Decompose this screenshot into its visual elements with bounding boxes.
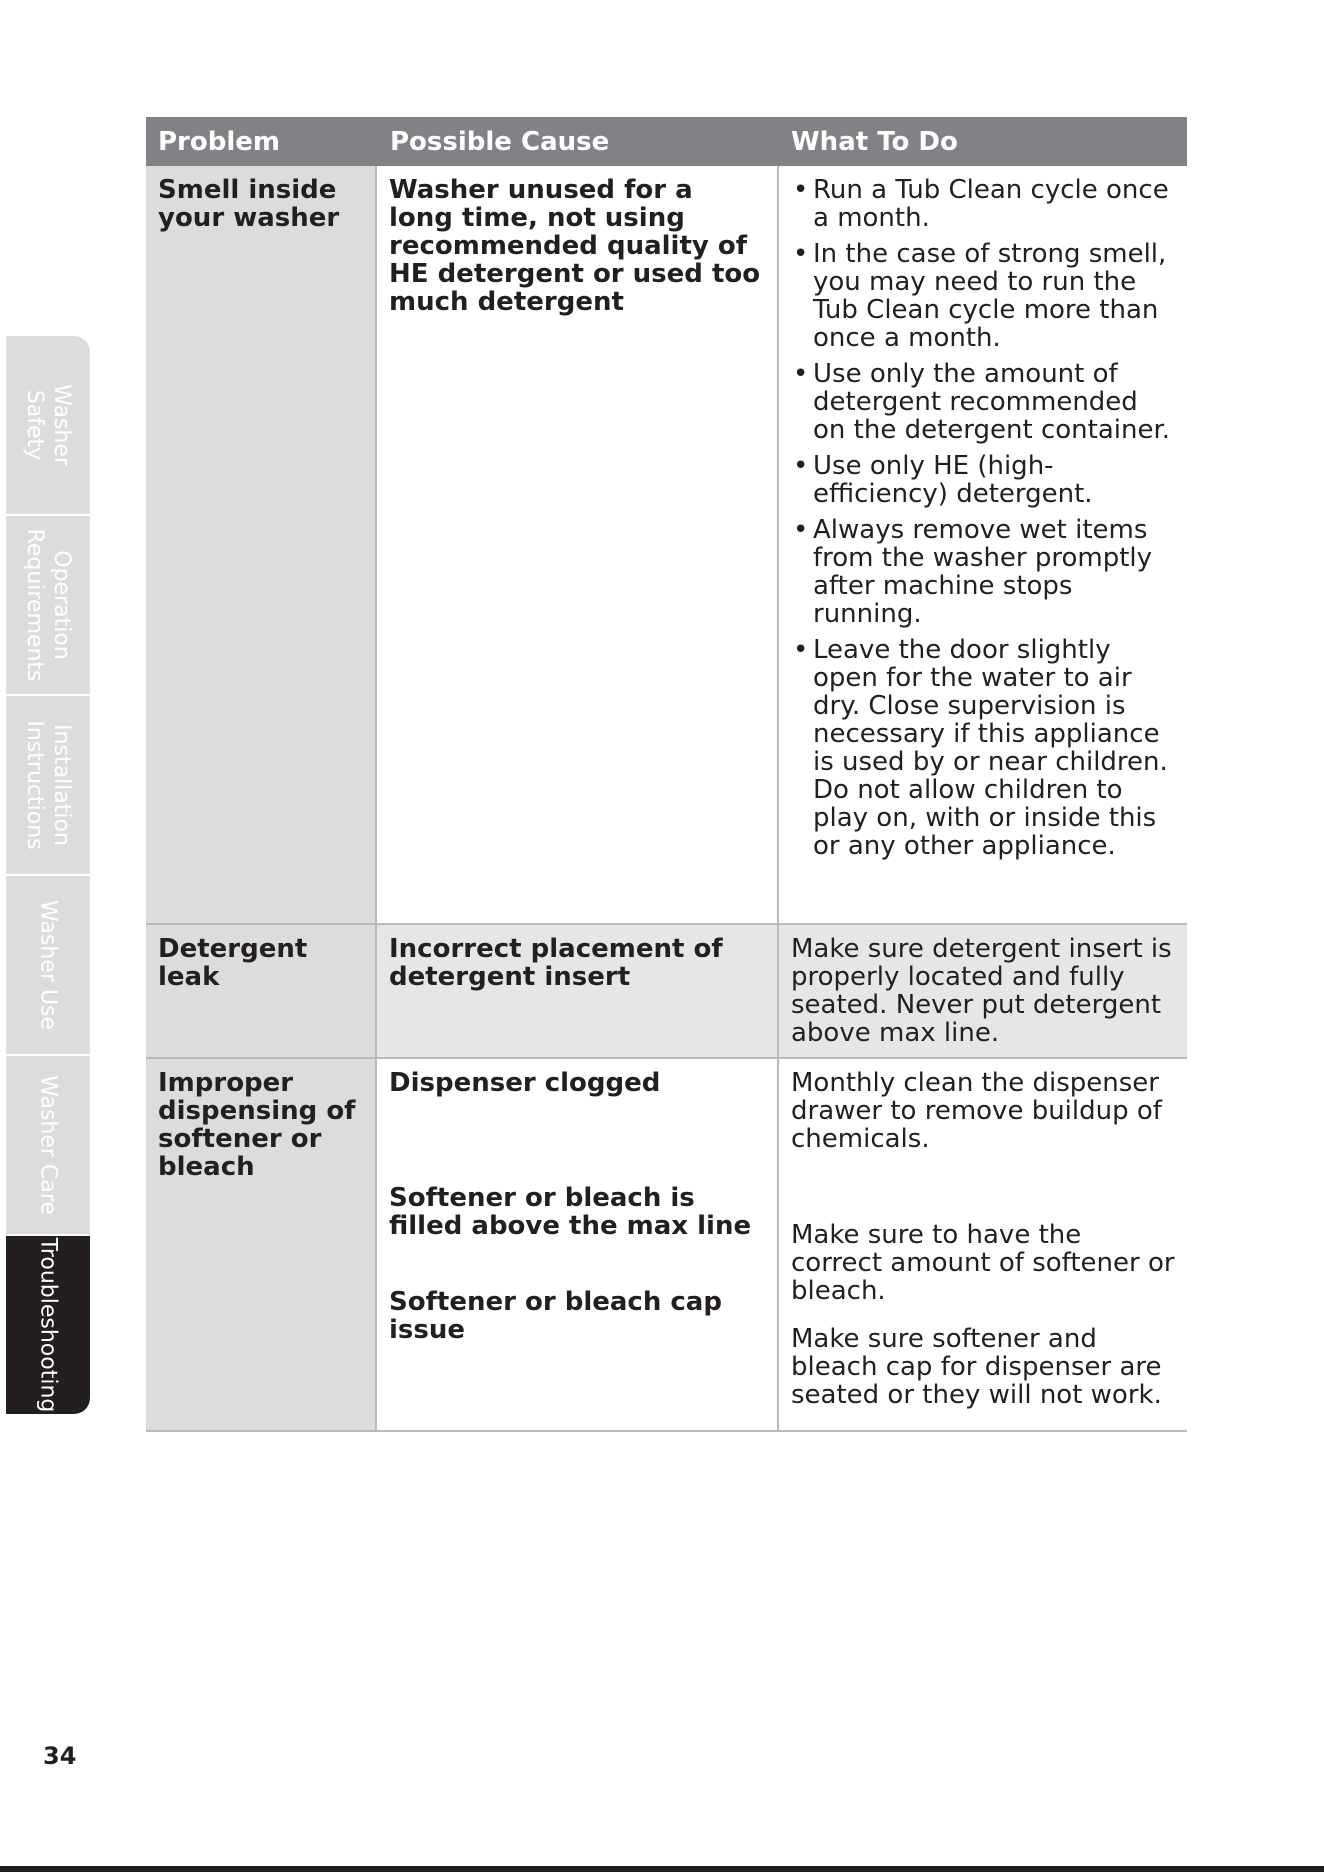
tab-label: Installation Instructions xyxy=(22,720,74,850)
cause-text: Incorrect placement of detergent insert xyxy=(389,934,723,992)
header-possible-cause: Possible Cause xyxy=(390,127,610,157)
cause-text: Softener or bleach is filled above the max line xyxy=(389,1183,752,1241)
list-item: • Leave the door slightly open for the water to air dry. Close supervision is necessary if this appliance is used by or near children. Do not allow children to play on, with or inside this or any other appliance. xyxy=(791,636,1175,860)
cause-cell xyxy=(377,1059,779,1430)
action-cell xyxy=(779,166,1187,923)
header-what-to-do: What To Do xyxy=(791,127,958,157)
list-item: • Use only HE (high-efficiency) detergent. xyxy=(791,452,1175,508)
table-row xyxy=(146,166,1187,925)
tab-washer-safety[interactable] xyxy=(6,336,90,514)
action-text: Make sure to have the correct amount of softener or bleach. xyxy=(791,1220,1175,1306)
problem-cell xyxy=(146,925,377,1057)
tab-label: Washer Use xyxy=(35,900,61,1030)
tab-installation-instructions[interactable] xyxy=(6,694,90,874)
action-cell xyxy=(779,1059,1187,1430)
tab-troubleshooting[interactable] xyxy=(6,1234,90,1414)
problem-text: Detergent leak xyxy=(158,934,308,992)
table-row xyxy=(146,1059,1187,1432)
action-text: Make sure softener and bleach cap for dispenser are seated or they will not work. xyxy=(791,1324,1162,1410)
cause-cell xyxy=(377,925,779,1057)
action-cell xyxy=(779,925,1187,1057)
list-item: • Use only the amount of detergent recommended on the detergent container. xyxy=(791,360,1175,444)
tab-label: Washer Care xyxy=(35,1075,61,1215)
cause-text: Softener or bleach cap issue xyxy=(389,1287,722,1345)
table-row xyxy=(146,925,1187,1059)
list-item: • In the case of strong smell, you may need to run the Tub Clean cycle more than once a month. xyxy=(791,240,1175,352)
tab-washer-care[interactable] xyxy=(6,1054,90,1234)
tab-operation-requirements[interactable] xyxy=(6,514,90,694)
problem-text: Smell inside your washer xyxy=(158,175,340,233)
troubleshooting-table xyxy=(146,117,1187,1432)
action-list xyxy=(791,176,1175,860)
tab-washer-use[interactable] xyxy=(6,874,90,1054)
table-header xyxy=(146,117,1187,166)
tab-label: Troubleshooting xyxy=(35,1237,61,1413)
bottom-rule xyxy=(0,1866,1324,1872)
header-problem: Problem xyxy=(158,127,280,157)
cause-text: Dispenser clogged xyxy=(389,1068,661,1098)
list-item: • Run a Tub Clean cycle once a month. xyxy=(791,176,1175,232)
cause-text: Washer unused for a long time, not using recommended quality of HE detergent or used too much detergent xyxy=(389,175,761,317)
cause-cell xyxy=(377,166,779,923)
action-text: Monthly clean the dispenser drawer to remove buildup of chemicals. xyxy=(791,1068,1162,1154)
problem-cell xyxy=(146,166,377,923)
tab-label: Washer Safety xyxy=(22,384,74,466)
tab-label: Operation Requirements xyxy=(22,528,74,682)
problem-text: Improper dispensing of softener or bleach xyxy=(158,1068,356,1182)
page-number: 34 xyxy=(43,1742,77,1770)
problem-cell xyxy=(146,1059,377,1430)
action-text: Make sure detergent insert is properly located and fully seated. Never put detergent above max line. xyxy=(791,934,1172,1048)
list-item: • Always remove wet items from the washer promptly after machine stops running. xyxy=(791,516,1175,628)
